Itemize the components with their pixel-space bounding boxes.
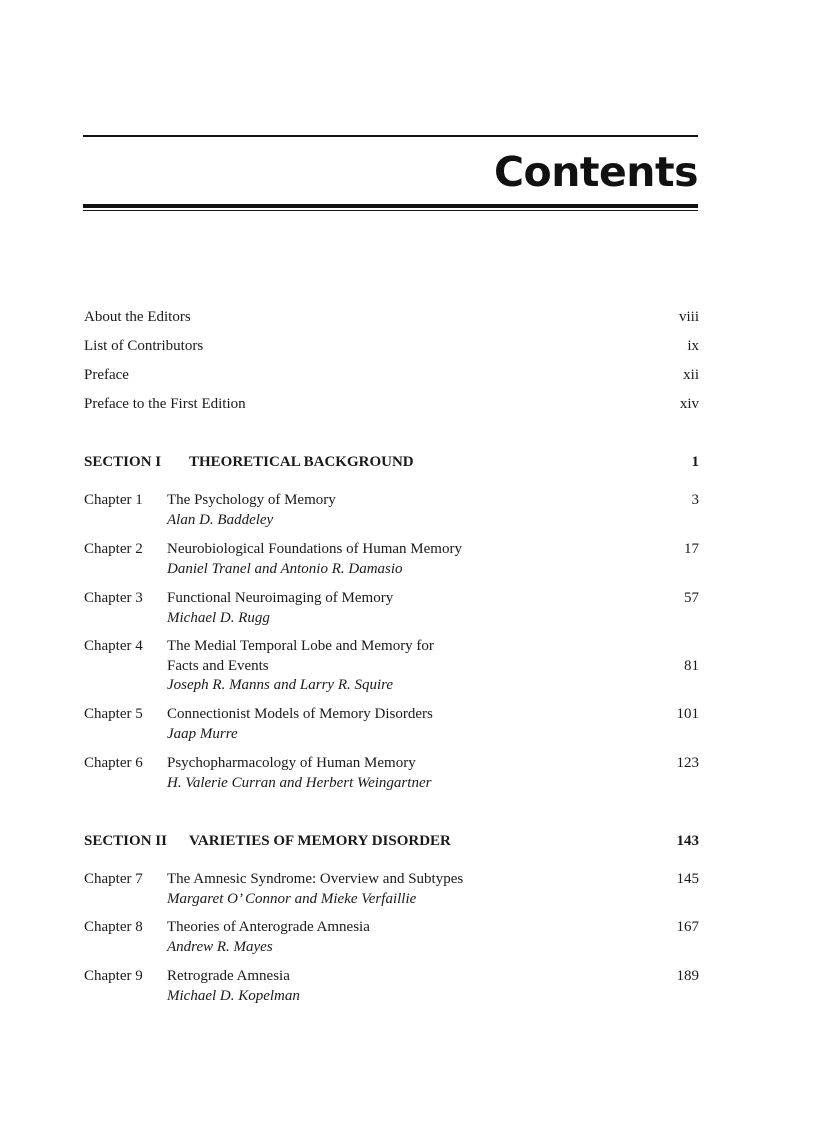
chapter-title-line: The Medial Temporal Lobe and Memory for: [167, 638, 434, 654]
chapter-number: Chapter 6: [84, 755, 143, 771]
chapter-number: Chapter 4: [84, 638, 143, 654]
section-heading: [84, 831, 699, 851]
chapter-title: Theories of Anterograde Amnesia: [167, 919, 370, 935]
section-page: 143: [676, 833, 699, 849]
chapter-page: 17: [684, 541, 699, 557]
chapter-number: Chapter 9: [84, 968, 143, 984]
chapter-number: Chapter 1: [84, 492, 143, 508]
chapter-page: 81: [684, 657, 699, 674]
front-matter-list: [84, 307, 699, 423]
chapter-title: The Amnesic Syndrome: Overview and Subtypes: [167, 871, 464, 887]
chapter-title: Connectionist Models of Memory Disorders: [167, 706, 433, 722]
front-matter-label: List of Contributors: [84, 338, 204, 354]
chapter-page: 101: [676, 706, 699, 722]
front-matter-item: [84, 365, 699, 394]
section-number: SECTION II: [84, 833, 167, 849]
chapter-number: Chapter 8: [84, 919, 143, 935]
front-matter-page: xiv: [679, 396, 699, 412]
chapter-authors: Michael D. Rugg: [167, 609, 270, 626]
front-matter-label: Preface: [84, 367, 129, 383]
chapter-authors: Daniel Tranel and Antonio R. Damasio: [167, 560, 403, 577]
chapter-page: 145: [676, 871, 699, 887]
chapter-title: Retrograde Amnesia: [167, 968, 290, 984]
front-matter-page: xii: [683, 367, 699, 383]
section-page: 1: [691, 454, 699, 470]
front-matter-label: Preface to the First Edition: [84, 396, 246, 412]
chapter-title: The Psychology of Memory: [167, 492, 336, 508]
top-rule: [83, 135, 698, 137]
chapter-title: Neurobiological Foundations of Human Memory: [167, 541, 462, 557]
chapter-authors: Jaap Murre: [167, 725, 238, 742]
chapter-authors: Margaret O’ Connor and Mieke Verfaillie: [167, 890, 417, 907]
chapter-authors: Alan D. Baddeley: [167, 511, 274, 528]
title-rule-thin: [83, 210, 698, 211]
chapter-authors: H. Valerie Curran and Herbert Weingartner: [167, 774, 432, 791]
chapter-page: 57: [684, 590, 699, 606]
front-matter-label: About the Editors: [84, 309, 191, 325]
chapter-page: 189: [676, 968, 699, 984]
section-title: VARIETIES OF MEMORY DISORDER: [189, 833, 451, 849]
section-number: SECTION I: [84, 454, 162, 470]
chapter-title: Functional Neuroimaging of Memory: [167, 590, 394, 606]
title-rule-thick: [83, 204, 698, 208]
chapter-number: Chapter 5: [84, 706, 143, 722]
chapter-number: Chapter 7: [84, 871, 143, 887]
chapter-title-line: Facts and Events: [167, 657, 269, 674]
front-matter-item: [84, 307, 699, 336]
chapter-page: 3: [691, 492, 699, 508]
section-title: THEORETICAL BACKGROUND: [189, 454, 414, 470]
front-matter-page: viii: [678, 309, 699, 325]
chapter-page: 167: [676, 919, 699, 935]
section-heading: [84, 452, 699, 472]
page-title: Contents: [493, 148, 698, 196]
chapter-authors: Michael D. Kopelman: [167, 987, 300, 1004]
chapter-title: Psychopharmacology of Human Memory: [167, 755, 416, 771]
chapter-number: Chapter 2: [84, 541, 143, 557]
front-matter-item: [84, 394, 699, 423]
chapter-authors: Andrew R. Mayes: [167, 938, 273, 955]
chapter-page: 123: [676, 755, 699, 771]
chapter-authors: Joseph R. Manns and Larry R. Squire: [167, 677, 394, 693]
front-matter-item: [84, 336, 699, 365]
front-matter-page: ix: [687, 338, 699, 354]
chapter-number: Chapter 3: [84, 590, 143, 606]
